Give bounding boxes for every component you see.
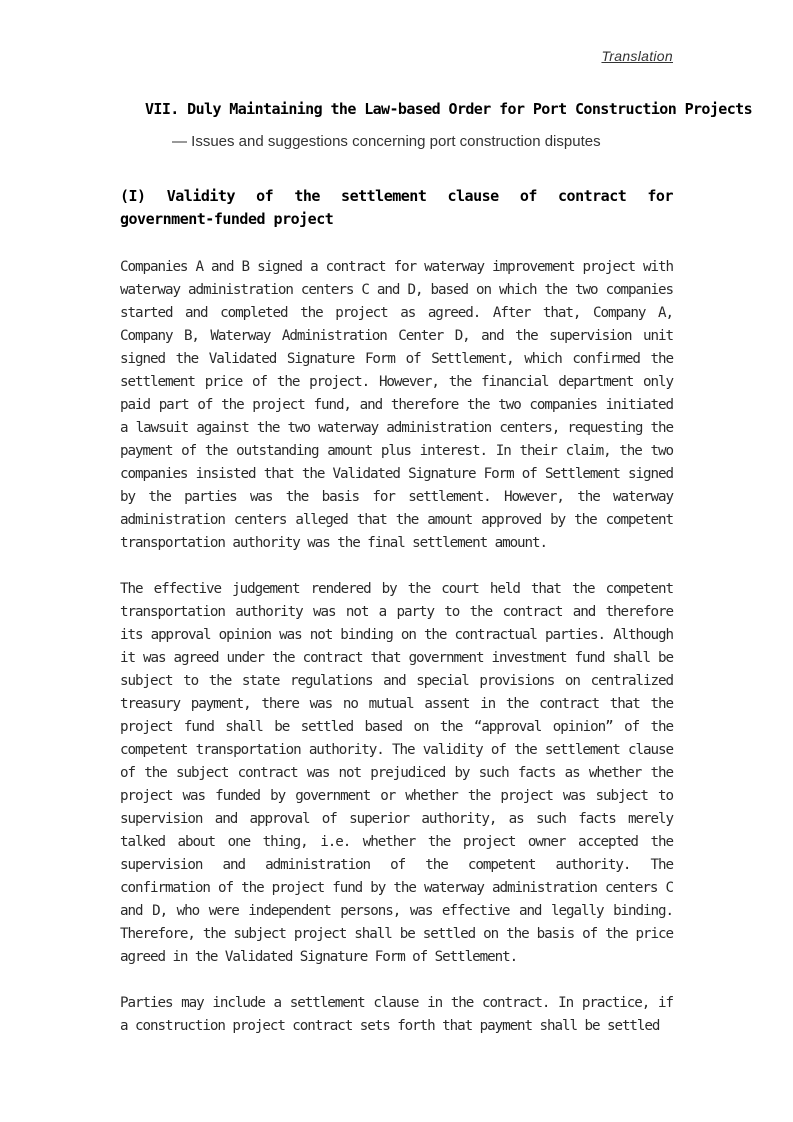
- paragraph-case-facts: Companies A and B signed a contract for waterway improvement project with waterway administration centers C and D, based on which the two companies started and completed the project as agreed. After that, Company A, Company B, Waterway Administration Center D, and the supervision unit signed the Validated Signature Form of Settlement, which confirmed the settlement price of the project. However, the financial department only paid part of the project fund, and therefore the two companies initiated a lawsuit against the two waterway administration centers, requesting the payment of the outstanding amount plus interest. In their claim, the two companies insisted that the Validated Signature Form of Settlement signed by the parties was the basis for settlement. However, the waterway administration centers alleged that the amount approved by the competent transportation authority was the final settlement amount.: [120, 259, 673, 551]
- section-subtitle: — Issues and suggestions concerning port construction disputes: [172, 133, 601, 150]
- translation-label: Translation: [601, 48, 673, 64]
- body-text: [120, 256, 673, 1061]
- section-title: VII. Duly Maintaining the Law-based Order for Port Construction Projects: [145, 100, 753, 118]
- paragraph-court-judgement: The effective judgement rendered by the court held that the competent transportation authority was not a party to the contract and therefore its approval opinion was not binding on the contractual parties. Although it was agreed under the contract that government investment fund shall be subject to the state regulations and special provisions on centralized treasury payment, there was no mutual assent in the contract that the project fund shall be settled based on the “approval opinion” of the competent transportation authority. The validity of the settlement clause of the subject contract was not prejudiced by such facts as whether the project was funded by government or whether the project was subject to supervision and approval of superior authority, as such facts merely talked about one thing, i.e. whether the project owner accepted the supervision and administration of the competent authority. The confirmation of the project fund by the waterway administration centers C and D, who were independent persons, was effective and legally binding. Therefore, the subject project shall be settled on the basis of the price agreed in the Validated Signature Form of Settlement.: [120, 581, 673, 965]
- subsection-heading: (I) Validity of the settlement clause of contract for government-funded project: [120, 187, 673, 228]
- paragraph-settlement-clause: Parties may include a settlement clause in the contract. In practice, if a construction project contract sets forth that payment shall be settled: [120, 995, 673, 1034]
